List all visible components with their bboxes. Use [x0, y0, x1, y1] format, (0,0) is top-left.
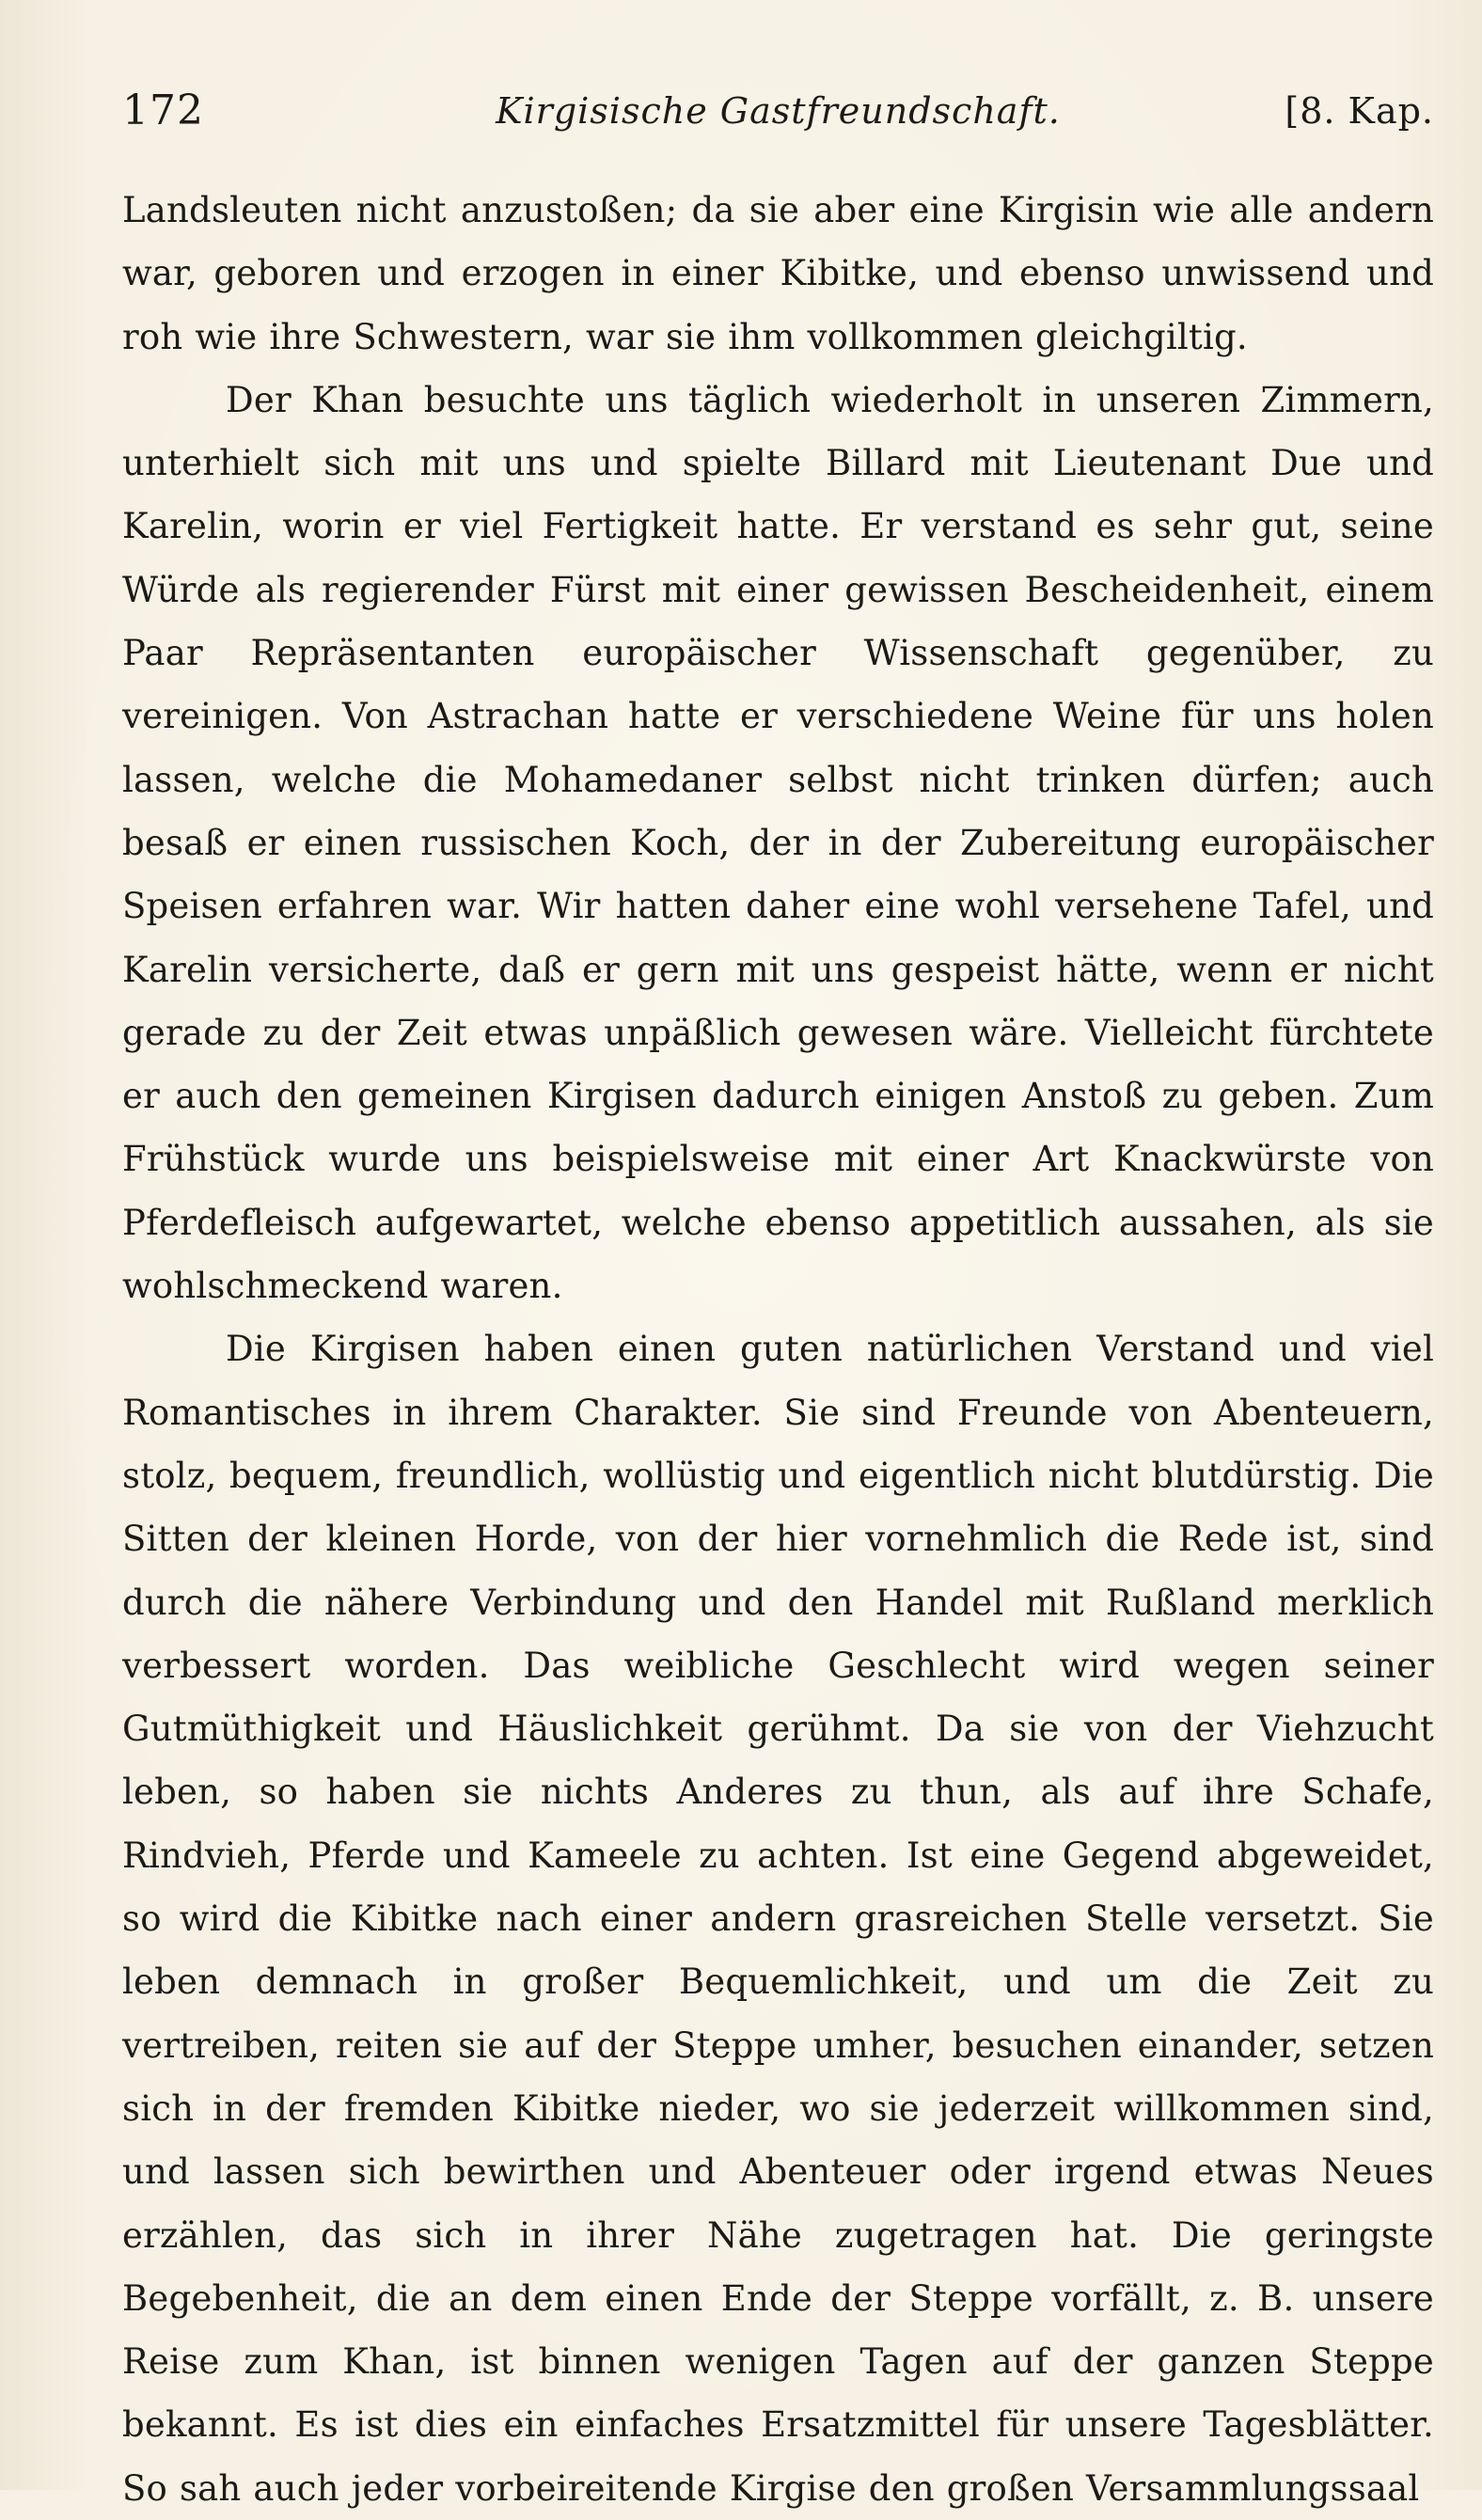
paragraph-kirgisen-character: Die Kirgisen haben einen guten natürlichen Verstand und viel Romantisches in ihrem Charakter. Sie sind Freunde von Abenteuern, stolz, bequem, freundlich, wollüstig und eigentlich nicht blutdürstig. Die Sitten der kleinen Horde, von der hier vornehmlich die Rede ist, sind durch die nähere Verbindung und den Handel mit Rußland merklich verbessert worden. Das weibliche Geschlecht wird wegen seiner Gutmüthigkeit und Häuslichkeit gerühmt. Da sie von der Viehzucht leben, so haben sie nichts Anderes zu thun, als auf ihre Schafe, Rindvieh, Pferde und Kameele zu achten. Ist eine Gegend abgeweidet, so wird die Kibitke nach einer andern grasreichen Stelle versetzt. Sie leben demnach in großer Bequemlichkeit, und um die Zeit zu vertreiben, reiten sie auf der Steppe umher, besuchen einander, setzen sich in der fremden Kibitke nieder, wo sie jederzeit willkommen sind, und lassen sich bewirthen und Abenteuer oder irgend etwas Neues erzählen, das sich in ihrer Nähe zugetragen hat. Die geringste Begebenheit, die an dem einen Ende der Steppe vorfällt, z. B. unsere Reise zum Khan, ist binnen wenigen Tagen auf der ganzen Steppe bekannt. Es ist dies ein einfaches Ersatzmittel für unsere Tagesblätter. So sah auch jeder vorbeireitende Kirgise den großen Versammlungssaal — [122, 1329, 1434, 2509]
paragraph-khan-visits: Der Khan besuchte uns täglich wiederholt in unseren Zimmern, unterhielt sich mit uns und spielte Billard mit Lieutenant Due und Karelin, worin er viel Fertigkeit hatte. Er verstand es sehr gut, seine Würde als regierender Fürst mit einer gewissen Bescheidenheit, einem Paar Repräsentanten europäischer Wissenschaft gegenüber, zu vereinigen. Von Astrachan hatte er verschiedene Weine für uns holen lassen, welche die Mohamedaner selbst nicht trinken dürfen; auch besaß er einen russischen Koch, der in der Zubereitung europäischer Speisen erfahren war. Wir hatten daher eine wohl versehene Tafel, und Karelin versicherte, daß er gern mit uns gespeist hätte, wenn er nicht gerade zu der Zeit etwas unpäßlich gewesen wäre. Vielleicht fürchtete er auch den gemeinen Kirgisen dadurch einigen Anstoß zu geben. Zum Frühstück wurde uns beispielsweise mit einer Art Knackwürste von Pferdefleisch aufgewartet, welche ebenso appetitlich aussahen, als sie wohlschmeckend waren. — [122, 379, 1434, 1307]
paragraph-continuation: Landsleuten nicht anzustoßen; da sie aber eine Kirgisin wie alle andern war, geboren und erzogen in einer Kibitke, und ebenso unwissend und roh wie ihre Schwestern, war sie ihm vollkommen gleichgiltig. — [122, 190, 1434, 357]
page-number: 172 — [122, 87, 204, 134]
chapter-reference: [8. Kap. — [1285, 90, 1434, 132]
page-header — [122, 87, 1434, 143]
body-text — [122, 179, 1434, 2520]
running-title: Kirgisische Gastfreundschaft. — [496, 90, 1061, 132]
